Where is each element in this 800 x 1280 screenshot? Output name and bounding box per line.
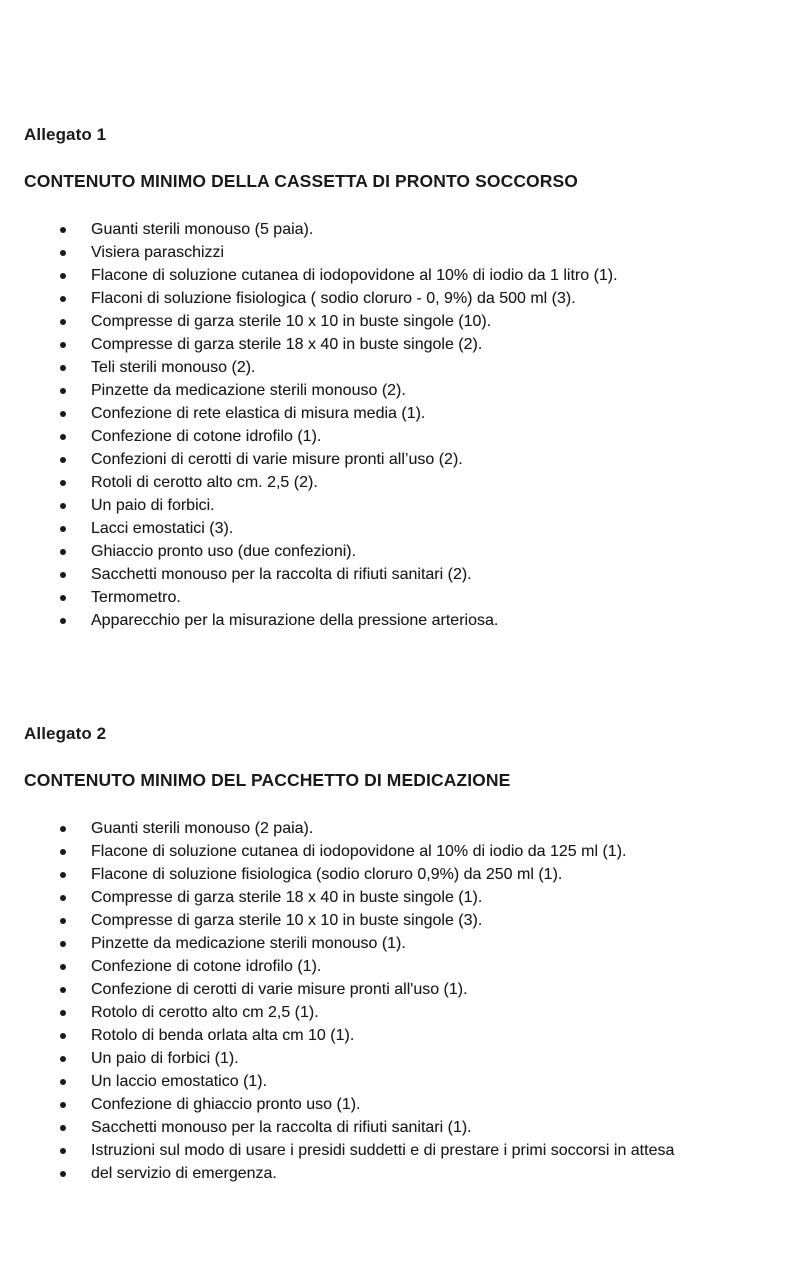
list-item [60,402,800,425]
bullet-icon [60,526,66,532]
list-item [60,609,800,632]
list-item [60,586,800,609]
bullet-icon [60,1033,66,1039]
list-item [60,1162,800,1185]
annex-1-label: Allegato 1 [24,125,107,144]
bullet-icon [60,273,66,279]
bullet-icon [60,849,66,855]
bullet-icon [60,1056,66,1062]
bullet-icon [60,964,66,970]
list-item [60,955,800,978]
annex-1-title: CONTENUTO MINIMO DELLA CASSETTA DI PRONTO SOCCORSO [24,171,578,191]
list-item [60,264,800,287]
list-item-text: Termometro. [91,589,181,606]
list-item [60,494,800,517]
list-item-text: Guanti sterili monouso (5 paia). [91,221,314,238]
list-item-text: Apparecchio per la misurazione della pressione arteriosa. [91,612,499,629]
bullet-icon [60,365,66,371]
list-item-text: Guanti sterili monouso (2 paia). [91,820,314,837]
annex-2-title: CONTENUTO MINIMO DEL PACCHETTO DI MEDICAZIONE [24,770,511,790]
list-item [60,1001,800,1024]
bullet-icon [60,1148,66,1154]
list-item [60,932,800,955]
list-item-text: Teli sterili monouso (2). [91,359,256,376]
bullet-icon [60,1102,66,1108]
bullet-icon [60,826,66,832]
bullet-icon [60,227,66,233]
bullet-icon [60,503,66,509]
bullet-icon [60,457,66,463]
list-item-text: Flacone di soluzione fisiologica (sodio cloruro 0,9%) da 250 ml (1). [91,866,563,883]
list-item [60,425,800,448]
list-item [60,379,800,402]
bullet-icon [60,941,66,947]
bullet-icon [60,480,66,486]
list-item [60,978,800,1001]
bullet-icon [60,296,66,302]
bullet-icon [60,918,66,924]
list-item [60,563,800,586]
list-item [60,1093,800,1116]
annex-2-label: Allegato 2 [24,724,107,743]
list-item-text: Confezione di cotone idrofilo (1). [91,958,322,975]
list-item-text: Compresse di garza sterile 10 x 10 in buste singole (10). [91,313,492,330]
list-item [60,517,800,540]
annex-2-section [0,723,800,1185]
annex-2-item-list [0,817,800,1185]
list-item-text: Confezione di rete elastica di misura media (1). [91,405,426,422]
list-item [60,333,800,356]
list-item-text: Rotolo di benda orlata alta cm 10 (1). [91,1027,355,1044]
list-item-text: Confezioni di cerotti di varie misure pronti all’uso (2). [91,451,463,468]
list-item-text: Rotolo di cerotto alto cm 2,5 (1). [91,1004,319,1021]
bullet-icon [60,388,66,394]
list-item-text: Pinzette da medicazione sterili monouso (2). [91,382,406,399]
list-item-text: Sacchetti monouso per la raccolta di rifiuti sanitari (1). [91,1119,472,1136]
bullet-icon [60,250,66,256]
list-item [60,287,800,310]
list-item [60,1024,800,1047]
list-item-text: Un paio di forbici. [91,497,215,514]
list-item-text: del servizio di emergenza. [91,1165,277,1182]
list-item [60,863,800,886]
list-item [60,448,800,471]
list-item [60,471,800,494]
list-item-text: Lacci emostatici (3). [91,520,234,537]
list-item-text: Confezione di cotone idrofilo (1). [91,428,322,445]
list-item [60,1139,800,1162]
bullet-icon [60,1125,66,1131]
annex-1-section [0,124,800,632]
bullet-icon [60,411,66,417]
list-item [60,1070,800,1093]
bullet-icon [60,872,66,878]
list-item-text: Sacchetti monouso per la raccolta di rifiuti sanitari (2). [91,566,472,583]
list-item-text: Flacone di soluzione cutanea di iodopovidone al 10% di iodio da 1 litro (1). [91,267,618,284]
bullet-icon [60,595,66,601]
list-item-text: Compresse di garza sterile 18 x 40 in buste singole (1). [91,889,483,906]
bullet-icon [60,549,66,555]
list-item-text: Pinzette da medicazione sterili monouso (1). [91,935,406,952]
bullet-icon [60,319,66,325]
annex-1-item-list [0,218,800,632]
list-item [60,909,800,932]
list-item-text: Compresse di garza sterile 18 x 40 in buste singole (2). [91,336,483,353]
bullet-icon [60,987,66,993]
list-item-text: Visiera paraschizzi [91,244,225,261]
list-item-text: Ghiaccio pronto uso (due confezioni). [91,543,357,560]
list-item-text: Confezione di cerotti di varie misure pronti all'uso (1). [91,981,468,998]
list-item [60,1116,800,1139]
list-item-text: Istruzioni sul modo di usare i presidi suddetti e di prestare i primi soccorsi in attesa [91,1142,675,1159]
list-item [60,241,800,264]
list-item [60,1047,800,1070]
list-item-text: Rotoli di cerotto alto cm. 2,5 (2). [91,474,318,491]
list-item [60,840,800,863]
list-item-text: Flaconi di soluzione fisiologica ( sodio cloruro - 0, 9%) da 500 ml (3). [91,290,576,307]
list-item [60,886,800,909]
list-item [60,356,800,379]
bullet-icon [60,1079,66,1085]
bullet-icon [60,895,66,901]
list-item [60,817,800,840]
bullet-icon [60,1171,66,1177]
bullet-icon [60,434,66,440]
bullet-icon [60,618,66,624]
list-item-text: Confezione di ghiaccio pronto uso (1). [91,1096,361,1113]
list-item-text: Compresse di garza sterile 10 x 10 in buste singole (3). [91,912,483,929]
bullet-icon [60,342,66,348]
list-item [60,540,800,563]
list-item-text: Un laccio emostatico (1). [91,1073,268,1090]
list-item [60,310,800,333]
bullet-icon [60,572,66,578]
bullet-icon [60,1010,66,1016]
list-item-text: Flacone di soluzione cutanea di iodopovidone al 10% di iodio da 125 ml (1). [91,843,627,860]
list-item-text: Un paio di forbici (1). [91,1050,239,1067]
list-item [60,218,800,241]
